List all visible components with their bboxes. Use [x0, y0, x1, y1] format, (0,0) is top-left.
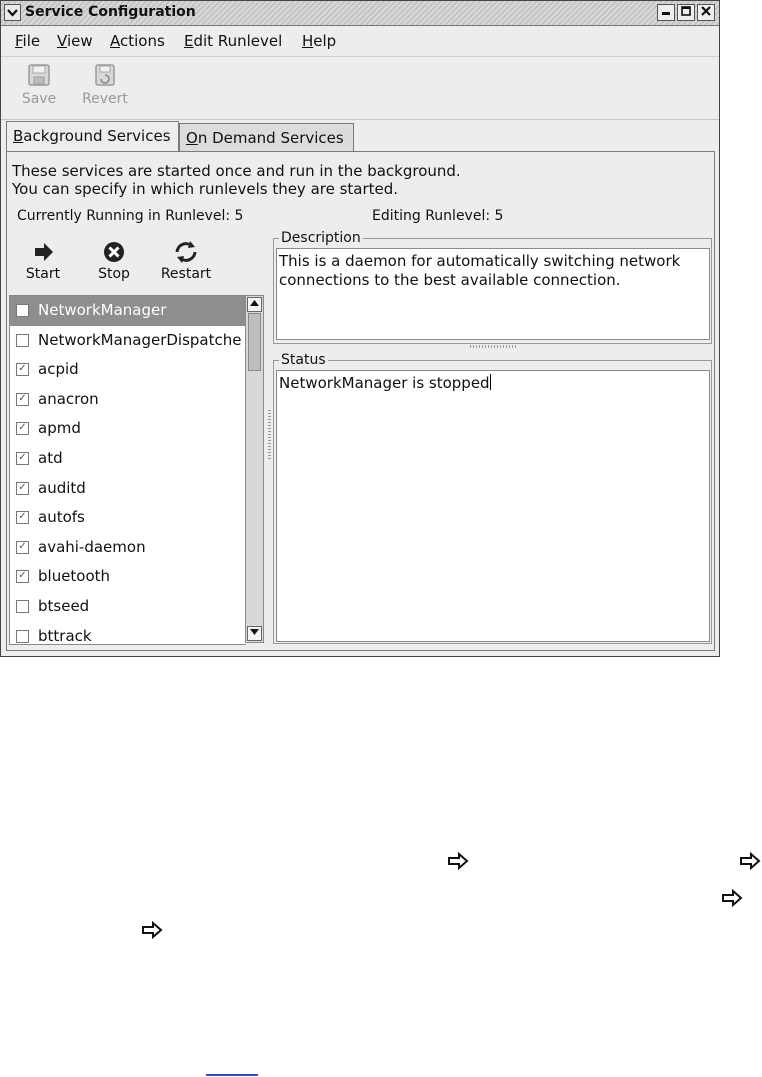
status-label: Status: [281, 352, 326, 368]
scroll-thumb[interactable]: [248, 313, 261, 371]
service-name: atd: [38, 448, 63, 467]
description-label: Description: [281, 230, 361, 246]
menu-file[interactable]: File: [15, 32, 41, 50]
service-name: bttrack: [38, 626, 92, 645]
service-row[interactable]: [10, 622, 246, 645]
menu-actions[interactable]: Actions: [110, 32, 165, 50]
service-row[interactable]: [10, 444, 246, 474]
start-button[interactable]: Start: [12, 238, 74, 282]
window-menu-icon[interactable]: [4, 4, 21, 21]
service-name: btseed: [38, 596, 90, 615]
close-icon[interactable]: [697, 4, 715, 21]
service-row[interactable]: [10, 503, 246, 533]
service-name: anacron: [38, 389, 99, 408]
service-name: apmd: [38, 419, 81, 438]
title-bar[interactable]: [1, 1, 719, 26]
description-text[interactable]: This is a daemon for automatically switching network connections to the best available connection.: [276, 248, 710, 340]
service-name: auditd: [38, 478, 86, 497]
stop-icon: [83, 238, 145, 266]
menu-bar: [1, 26, 719, 54]
arrow-icon: [447, 852, 469, 870]
service-row[interactable]: [10, 592, 246, 622]
stop-button[interactable]: Stop: [83, 238, 145, 282]
service-checkbox[interactable]: ✓: [16, 363, 29, 376]
service-checkbox[interactable]: ✓: [16, 482, 29, 495]
maximize-icon[interactable]: [677, 4, 695, 21]
service-row[interactable]: [10, 562, 246, 592]
editing-runlevel: Editing Runlevel: 5: [372, 208, 504, 224]
service-checkbox[interactable]: [16, 600, 29, 613]
tab-on-demand-services[interactable]: On Demand Services: [179, 123, 354, 151]
scroll-up-icon[interactable]: [247, 297, 262, 312]
service-name: acpid: [38, 360, 79, 379]
window-title: Service Configuration: [25, 4, 196, 20]
save-button[interactable]: Save: [9, 63, 69, 107]
current-runlevel: Currently Running in Runlevel: 5: [17, 208, 244, 224]
right-arrow-icon: [12, 238, 74, 266]
service-checkbox[interactable]: ✓: [16, 422, 29, 435]
scroll-down-icon[interactable]: [247, 626, 262, 641]
revert-icon: [93, 63, 117, 87]
arrow-icon: [721, 889, 743, 907]
service-checkbox[interactable]: ✓: [16, 511, 29, 524]
horizontal-pane-handle[interactable]: [470, 345, 518, 348]
service-name: bluetooth: [38, 567, 111, 586]
service-row[interactable]: [10, 296, 246, 326]
status-text: NetworkManager is stopped: [279, 374, 490, 392]
service-checkbox[interactable]: [16, 630, 29, 643]
service-row[interactable]: [10, 474, 246, 504]
menu-help[interactable]: Help: [302, 32, 337, 50]
service-row[interactable]: [10, 355, 246, 385]
service-row[interactable]: [10, 326, 246, 356]
tab-background-services[interactable]: Background Services: [6, 121, 179, 151]
service-checkbox[interactable]: ✓: [16, 570, 29, 583]
text-cursor: [490, 374, 491, 390]
menu-view[interactable]: View: [57, 32, 93, 50]
service-checkbox[interactable]: ✓: [16, 393, 29, 406]
service-checkbox[interactable]: ✓: [16, 541, 29, 554]
service-list-scrollbar[interactable]: [245, 295, 264, 643]
toolbar: [1, 56, 719, 120]
service-list[interactable]: [9, 295, 246, 645]
service-checkbox[interactable]: [16, 334, 29, 347]
status-text-area[interactable]: [276, 370, 710, 642]
service-row[interactable]: [10, 385, 246, 415]
vertical-pane-handle[interactable]: [268, 410, 271, 460]
intro-text: These services are started once and run in the background. You can specify in which runlevels they are started.: [12, 162, 461, 198]
restart-button[interactable]: Restart: [155, 238, 217, 282]
service-row[interactable]: [10, 414, 246, 444]
arrow-icon: [141, 921, 163, 939]
floppy-disk-icon: [27, 63, 51, 87]
link-underline[interactable]: [206, 1074, 258, 1076]
minimize-icon[interactable]: [657, 4, 675, 21]
restart-icon: [155, 238, 217, 266]
revert-button[interactable]: Revert: [75, 63, 135, 107]
service-name: avahi-daemon: [38, 537, 146, 556]
arrow-icon: [739, 852, 761, 870]
service-checkbox[interactable]: ✓: [16, 452, 29, 465]
service-row[interactable]: [10, 533, 246, 563]
menu-edit-runlevel[interactable]: Edit Runlevel: [184, 32, 283, 50]
service-name: NetworkManager: [38, 301, 167, 319]
service-name: NetworkManagerDispatche: [38, 330, 242, 349]
service-checkbox[interactable]: [16, 304, 29, 317]
service-name: autofs: [38, 508, 85, 527]
